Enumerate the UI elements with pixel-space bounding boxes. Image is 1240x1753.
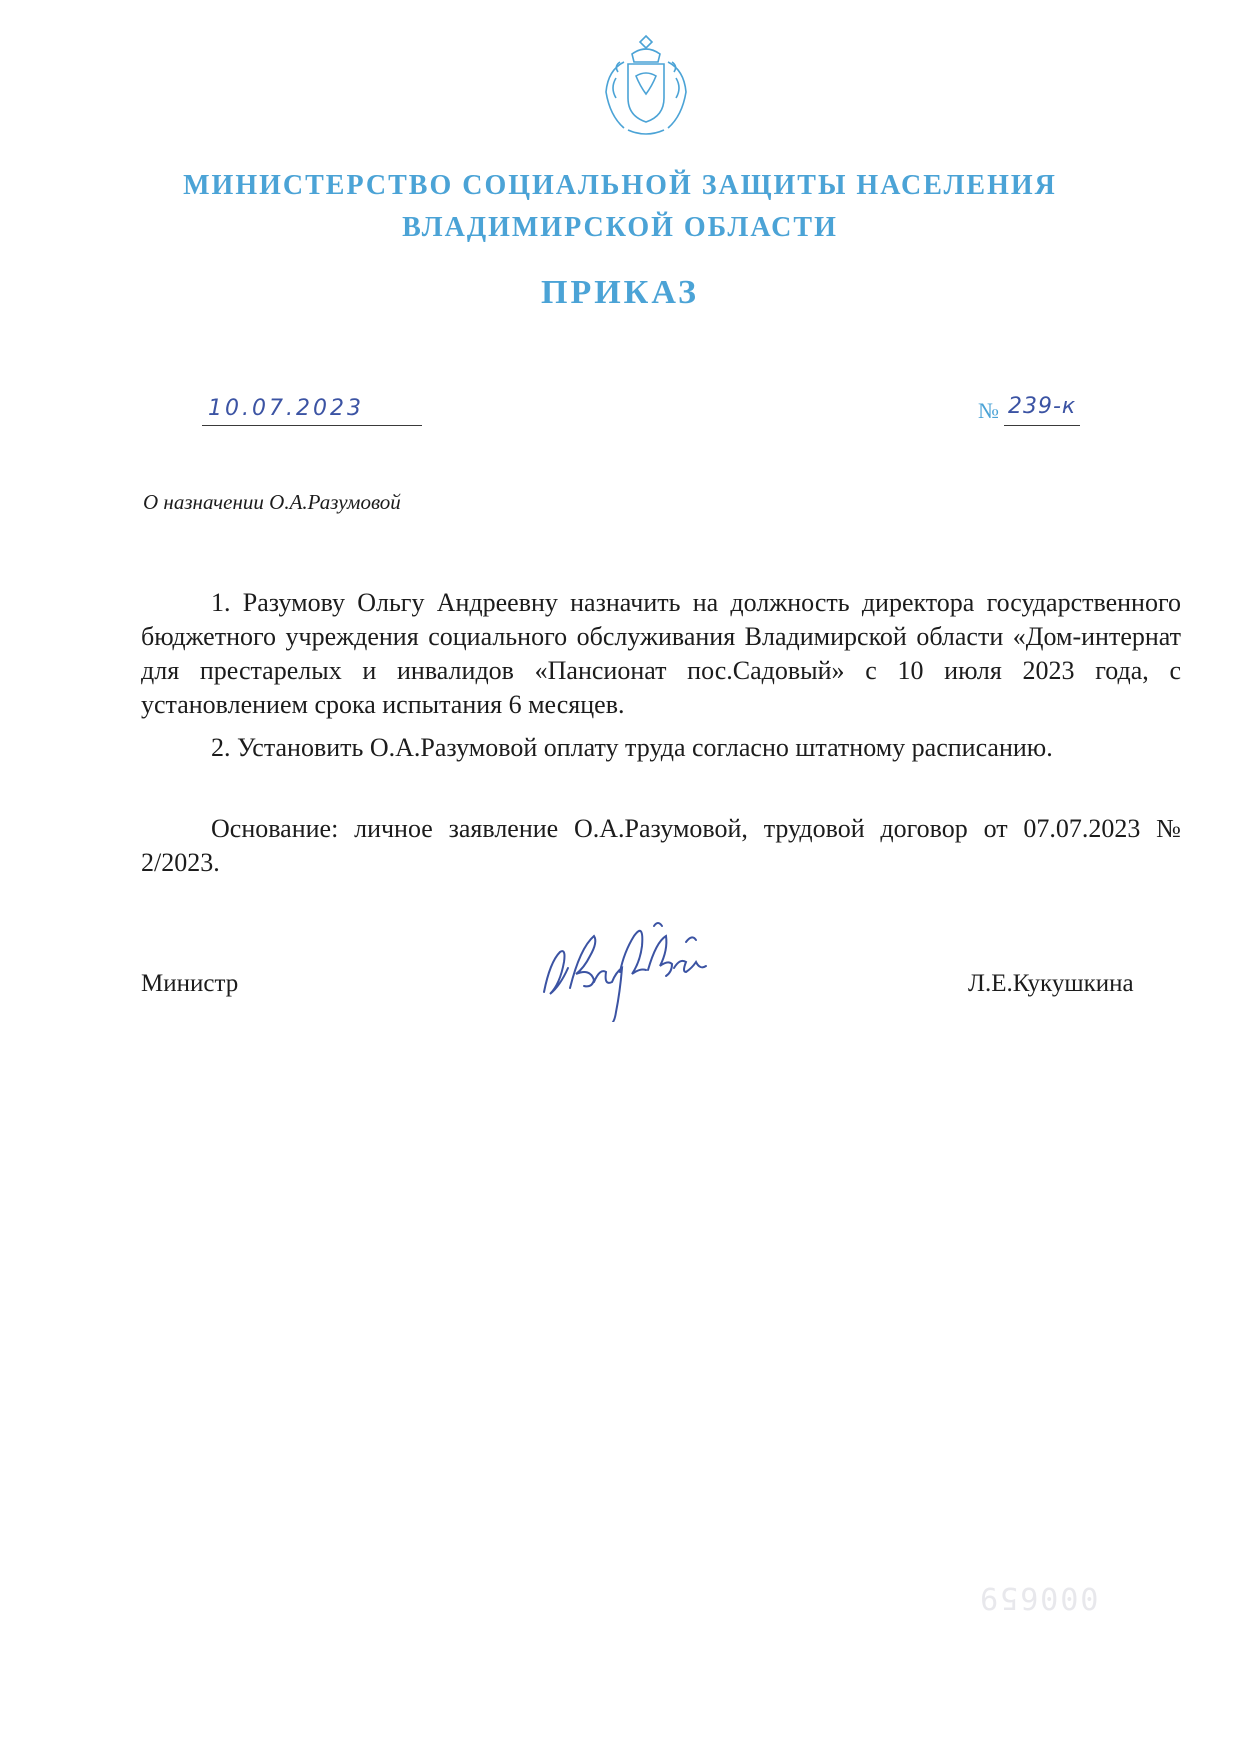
signer-name: Л.Е.Кукушкина: [968, 970, 1134, 997]
handwritten-signature: [536, 912, 736, 1022]
paragraph-appointment: 1. Разумову Ольгу Андреевну назначить на должность директора государственного бюджетного учреждения социального обслуживания Владимирской области «Дом-интернат для престарелых и инвалидов «Пансионат пос.Садовый» с 10 июля 2023 года, с установлением срока испытания 6 месяцев.: [141, 588, 1181, 719]
order-subject: О назначении О.А.Разумовой: [143, 490, 401, 514]
paragraph-salary: 2. Установить О.А.Разумовой оплату труда согласно штатному расписанию.: [211, 733, 1053, 762]
handwritten-order-number: 239-к: [1008, 394, 1077, 419]
number-underline: [1004, 425, 1080, 426]
handwritten-date: 10.07.2023: [208, 396, 364, 421]
signer-title: Министр: [141, 970, 239, 997]
organization-name-line2: ВЛАДИМИРСКОЙ ОБЛАСТИ: [402, 212, 838, 243]
document-type-title: ПРИКАЗ: [541, 274, 699, 311]
paragraph-basis: Основание: личное заявление О.А.Разумовой, трудовой договор от 07.07.2023 № 2/2023.: [141, 814, 1181, 877]
serial-number-stamp: 000659: [978, 1580, 1099, 1615]
order-number-label: №: [978, 398, 999, 423]
coat-of-arms-icon: [598, 32, 694, 142]
date-underline: [202, 425, 422, 426]
organization-name-line1: МИНИСТЕРСТВО СОЦИАЛЬНОЙ ЗАЩИТЫ НАСЕЛЕНИЯ: [183, 170, 1057, 201]
